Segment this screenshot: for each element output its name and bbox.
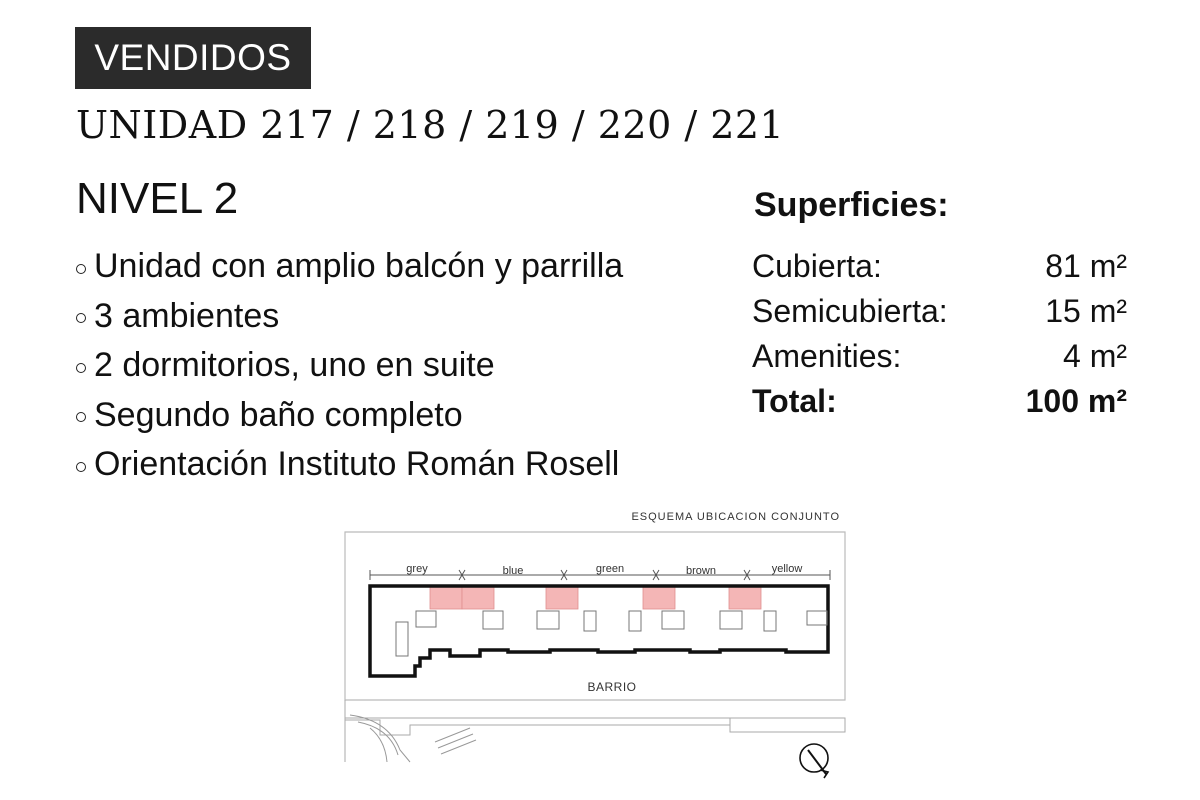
site-outline [345,532,845,700]
parking-lines [435,728,476,754]
surface-row-cubierta [752,244,1127,289]
feature-item [76,292,623,342]
bullet-icon [76,363,86,373]
north-arrow-icon [800,744,828,778]
surface-row-semicubierta [752,289,1127,334]
surface-label: Amenities: [752,338,902,374]
bullet-icon [76,462,86,472]
bullet-icon [76,313,86,323]
surfaces-title: Superficies: [754,186,949,224]
feature-text: Segundo baño completo [94,395,463,434]
feature-text: 3 ambientes [94,296,280,335]
site-plan-drawing [340,500,860,795]
unit-highlight [430,587,462,609]
section-label-green: green [595,563,625,575]
unit-title: UNIDAD 217 / 218 / 219 / 220 / 221 [76,103,785,147]
feature-item [76,242,623,292]
unit-highlight [729,587,761,609]
surface-row-amenities [752,334,1127,379]
surfaces-table [752,244,1127,424]
barrio-label: BARRIO [587,680,637,694]
sold-badge: VENDIDOS [75,27,311,89]
unit-highlight [643,587,675,609]
feature-text: Orientación Instituto Román Rosell [94,445,620,483]
feature-item [76,391,623,441]
surface-total-value: 100 m² [1025,383,1127,419]
surface-label: Cubierta: [752,248,882,284]
surface-total-label: Total: [752,383,837,419]
feature-item [76,440,623,490]
highlighted-units [430,587,761,609]
features-list [76,242,623,490]
unit-highlight [546,587,578,609]
feature-text: Unidad con amplio balcón y parrilla [94,247,624,285]
site-plan [340,500,860,795]
surface-value: 4 m² [1063,338,1127,374]
surface-value: 15 m² [1045,293,1127,329]
section-label-brown: brown [686,565,716,577]
level-heading: NIVEL 2 [76,174,239,223]
section-label-yellow: yellow [771,563,803,575]
surface-label: Semicubierta: [752,293,948,329]
bullet-icon [76,264,86,274]
unit-highlight [462,587,494,609]
feature-item [76,341,623,391]
surface-row-total [752,379,1127,424]
surface-value: 81 m² [1045,248,1127,284]
street-outline [345,700,845,762]
feature-text: 2 dormitorios, uno en suite [94,346,495,384]
section-label-blue: blue [502,565,524,577]
plan-title: ESQUEMA UBICACION CONJUNTO [631,511,840,523]
section-label-grey: grey [406,563,428,575]
bullet-icon [76,412,86,422]
